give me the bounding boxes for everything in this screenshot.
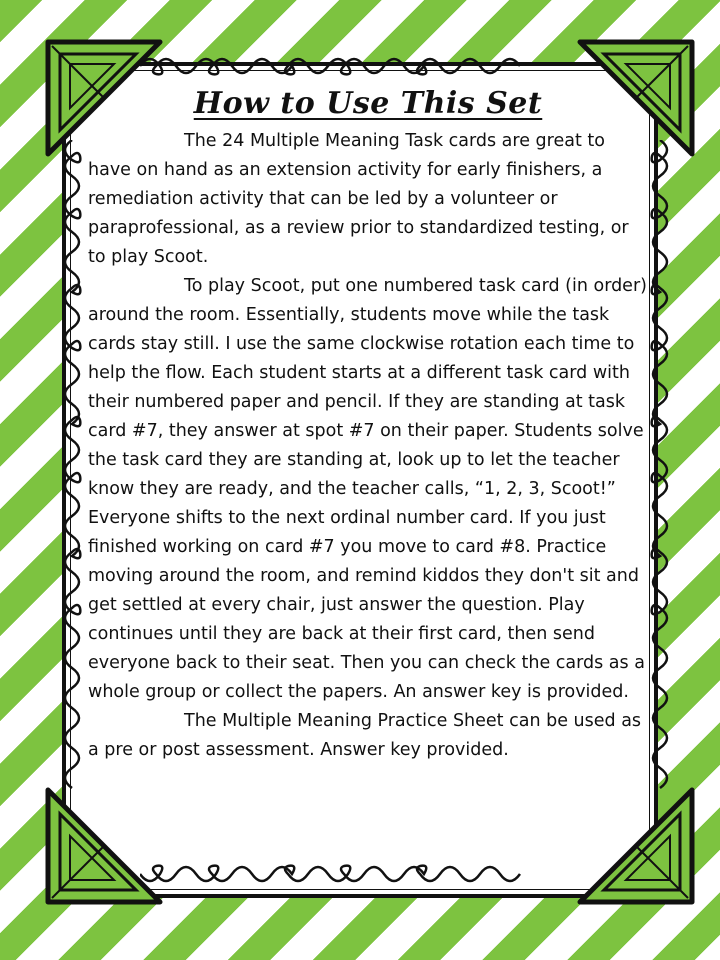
bottom-left-corner-ornament — [44, 786, 164, 906]
page-title: How to Use This Set — [193, 86, 543, 121]
bottom-right-corner-ornament — [576, 786, 696, 906]
document-body — [88, 86, 648, 765]
left-swirl-border — [58, 140, 84, 820]
right-swirl-border — [648, 140, 674, 820]
paragraph-practice-sheet: The Multiple Meaning Practice Sheet can be used as a pre or post assessment. Answer key provided. — [88, 711, 642, 760]
bottom-swirl-border — [140, 862, 580, 888]
top-swirl-border — [140, 50, 580, 76]
paragraph-scoot-instructions: To play Scoot, put one numbered task card (in order) around the room. Essentially, students move while the task cards stay still. I use the same clockwise rotation each time to help the flow. Each student starts at a different task card with their numbered paper and pencil. If they are standing at task card #7, they answer at spot #7 on their paper. Students solve the task card they are standing at, look up to let the teacher know they are ready, and the teacher calls, “1, 2, 3, Scoot!” Everyone shifts to the next ordinal number card. If you just finished working on card #7 you move to card #8. Practice moving around the room, and remind kiddos they don't sit and get settled at every chair, just answer the question. Play continues until they are back at their first card, then send everyone back to their seat. Then you can check the cards as a whole group or collect the papers. An answer key is provided. — [88, 276, 647, 702]
paragraph-intro: The 24 Multiple Meaning Task cards are great to have on hand as an extension activity for early finishers, a remediation activity that can be led by a volunteer or paraprofessional, as a review prior to standardized testing, or to play Scoot. — [88, 131, 629, 267]
